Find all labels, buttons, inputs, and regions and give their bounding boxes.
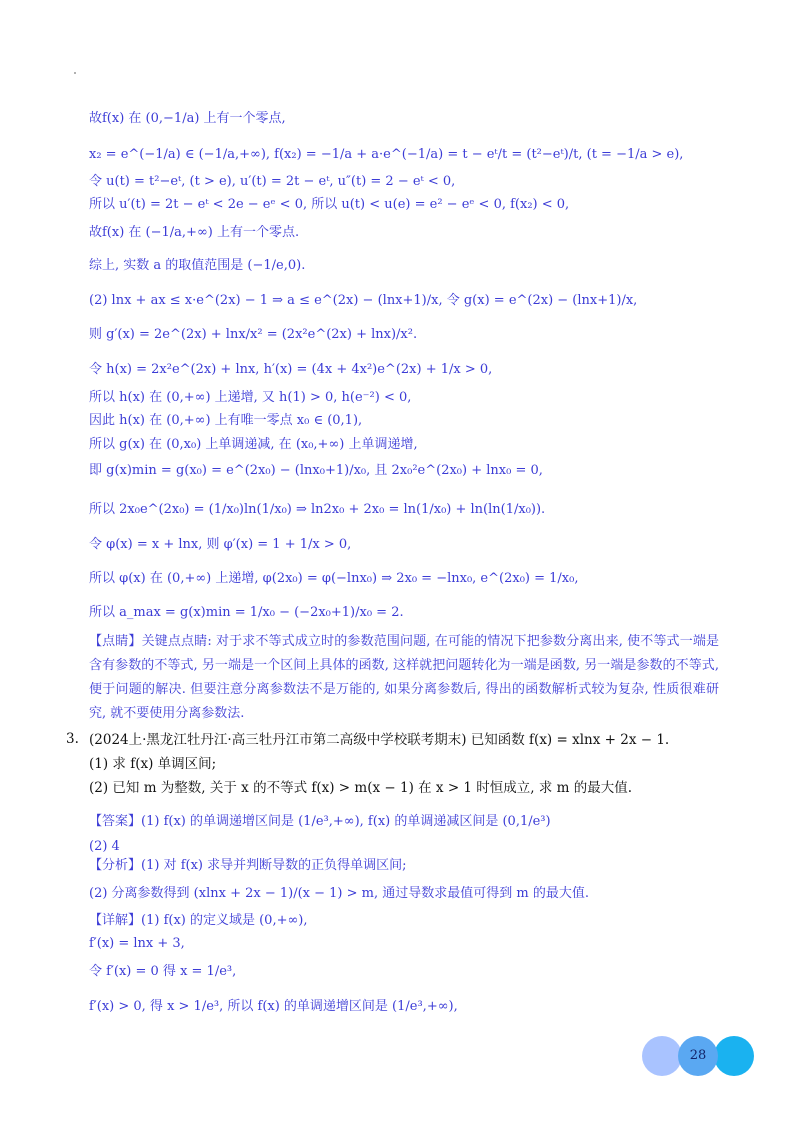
solution-line: 所以 u′(t) = 2t − eᵗ < 2e − eᵉ < 0, 所以 u(t) < u(e) = e² − eᵉ < 0, f(x₂) < 0, <box>89 197 570 212</box>
solution-line: 令 φ(x) = x + lnx, 则 φ′(x) = 1 + 1/x > 0, <box>89 537 352 552</box>
page-badge-right <box>714 1036 754 1076</box>
analysis-text-1: (1) 对 f(x) 求导并判断导数的正负得单调区间; <box>141 858 407 873</box>
analysis-line-1 <box>89 857 407 875</box>
answer-line-1 <box>89 813 551 831</box>
detail-text-1: (1) f(x) 的定义域是 (0,+∞), <box>141 913 308 928</box>
analysis-label: 【分析】 <box>89 858 142 873</box>
solution-line: 所以 φ(x) 在 (0,+∞) 上递增, φ(2x₀) = φ(−lnx₀) ⇒ 2x₀ = −lnx₀, e^(2x₀) = 1/x₀, <box>89 571 579 586</box>
detail-label: 【详解】 <box>89 913 142 928</box>
comment-label: 【点睛】 <box>89 634 142 649</box>
solution-line: x₂ = e^(−1/a) ∈ (−1/a,+∞), f(x₂) = −1/a + a·e^(−1/a) = t − eᵗ/t = (t²−eᵗ)/t, (t = −1/a > e), <box>89 147 684 162</box>
solution-line: 所以 h(x) 在 (0,+∞) 上递增, 又 h(1) > 0, h(e⁻²) < 0, <box>89 390 412 405</box>
answer-text-1: (1) f(x) 的单调递增区间是 (1/e³,+∞), f(x) 的单调递减区间是 (0,1/e³) <box>141 814 551 829</box>
question-number: 3. <box>66 731 79 747</box>
page-number: 28 <box>689 1048 707 1063</box>
solution-line: 令 h(x) = 2x²e^(2x) + lnx, h′(x) = (4x + 4x²)e^(2x) + 1/x > 0, <box>89 362 493 377</box>
analysis-line-2: (2) 分离参数得到 (xlnx + 2x − 1)/(x − 1) > m, 通过导数求最值可得到 m 的最大值. <box>89 886 589 901</box>
solution-line: 所以 2x₀e^(2x₀) = (1/x₀)ln(1/x₀) ⇒ ln2x₀ + 2x₀ = ln(1/x₀) + ln(ln(1/x₀)). <box>89 502 546 517</box>
detail-line-2: f′(x) = lnx + 3, <box>89 936 185 951</box>
page-badge-left <box>642 1036 682 1076</box>
answer-line-2: (2) 4 <box>89 839 120 854</box>
solution-line: (2) lnx + ax ≤ x·e^(2x) − 1 ⇒ a ≤ e^(2x) − (lnx+1)/x, 令 g(x) = e^(2x) − (lnx+1)/x, <box>89 293 638 308</box>
solution-line: 故f(x) 在 (−1/a,+∞) 上有一个零点. <box>89 225 300 240</box>
comment-text: 关键点点睛: 对于求不等式成立时的参数范围问题, 在可能的情况下把参数分离出来, 使不等式一端是含有参数的不等式, 另一端是一个区间上具体的函数, 这样就把问题转化为一端是函数, 另一端是参数的不等式, 便于问题的解决. 但要注意分离参数法不是万能的, 如果分离参数后, 得出的函数解析式较为复杂, 性质很难研究, 就不要使用分离参数法. <box>89 634 719 721</box>
comment-paragraph <box>89 630 719 726</box>
solution-line: 所以 a_max = g(x)min = 1/x₀ − (−2x₀+1)/x₀ = 2. <box>89 605 404 620</box>
solution-line: 即 g(x)min = g(x₀) = e^(2x₀) − (lnx₀+1)/x₀, 且 2x₀²e^(2x₀) + lnx₀ = 0, <box>89 463 543 478</box>
question-part-2: (2) 已知 m 为整数, 关于 x 的不等式 f(x) > m(x − 1) 在 x > 1 时恒成立, 求 m 的最大值. <box>89 780 633 796</box>
solution-line: 所以 g(x) 在 (0,x₀) 上单调递减, 在 (x₀,+∞) 上单调递增, <box>89 437 418 452</box>
detail-line-4: f′(x) > 0, 得 x > 1/e³, 所以 f(x) 的单调递增区间是 (1/e³,+∞), <box>89 999 458 1014</box>
detail-line-1 <box>89 912 308 930</box>
solution-line: 则 g′(x) = 2e^(2x) + lnx/x² = (2x²e^(2x) + lnx)/x². <box>89 327 418 342</box>
solution-line: 令 u(t) = t²−eᵗ, (t > e), u′(t) = 2t − eᵗ, u″(t) = 2 − eᵗ < 0, <box>89 174 456 189</box>
question-part-1: (1) 求 f(x) 单调区间; <box>89 756 217 772</box>
detail-line-3: 令 f′(x) = 0 得 x = 1/e³, <box>89 964 237 979</box>
answer-label: 【答案】 <box>89 814 142 829</box>
question-source: (2024上·黑龙江牡丹江·高三牡丹江市第二高级中学校联考期末) 已知函数 f(x) = xlnx + 2x − 1. <box>89 732 670 748</box>
solution-line: 故f(x) 在 (0,−1/a) 上有一个零点, <box>89 111 286 126</box>
solution-line: 综上, 实数 a 的取值范围是 (−1/e,0). <box>89 258 306 273</box>
solution-line: 因此 h(x) 在 (0,+∞) 上有唯一零点 x₀ ∈ (0,1), <box>89 413 363 428</box>
scan-dot <box>74 72 76 74</box>
